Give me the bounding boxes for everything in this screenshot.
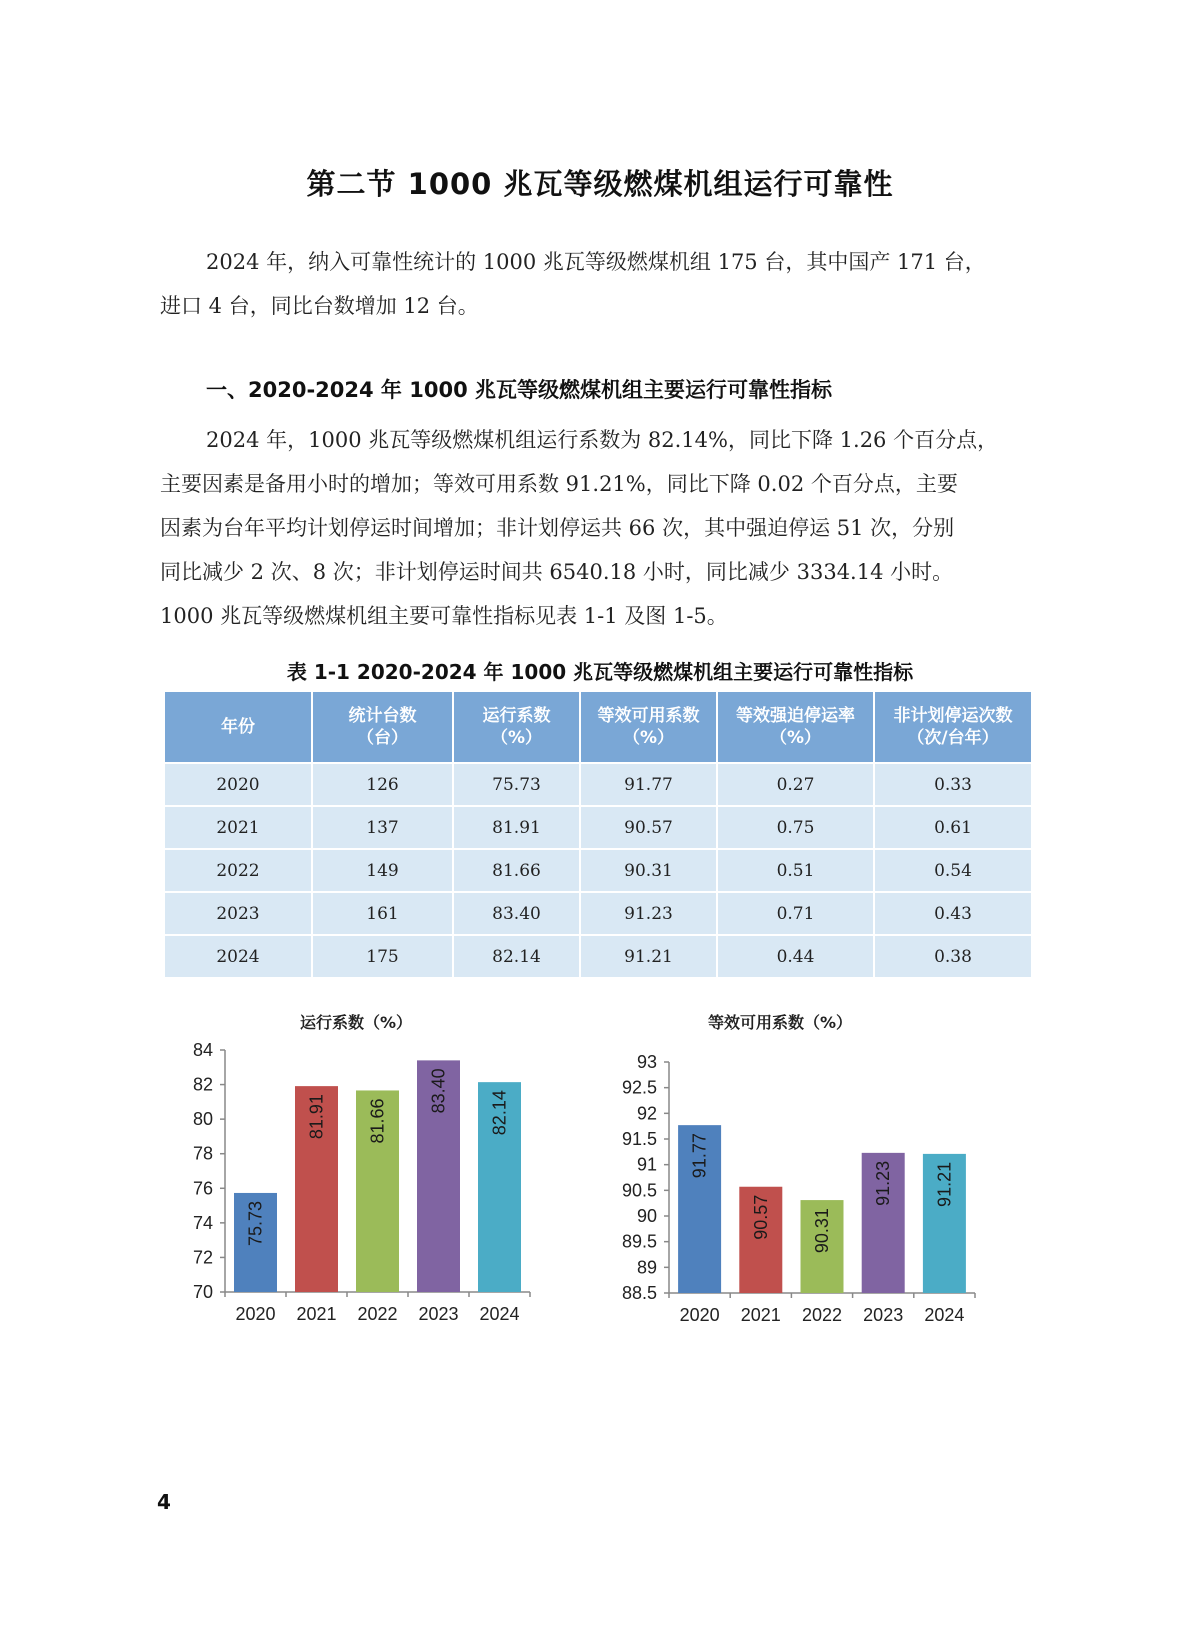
x-tick-label: 2024 (924, 1305, 965, 1325)
bar-value-label: 91.23 (873, 1160, 894, 1206)
table-cell: 90.57 (580, 806, 717, 849)
table-cell: 0.75 (717, 806, 874, 849)
table-cell: 126 (312, 763, 453, 806)
body-line: 2024 年，1000 兆瓦等级燃煤机组运行系数为 82.14%，同比下降 1.26 个百分点， (206, 428, 999, 452)
table-cell: 161 (312, 892, 453, 935)
x-tick-label: 2022 (357, 1304, 398, 1324)
table-row (165, 892, 1031, 935)
x-tick-label: 2020 (679, 1305, 720, 1325)
table-cell: 0.27 (717, 763, 874, 806)
y-tick-label: 72 (192, 1247, 213, 1268)
table-caption: 表 1-1 2020-2024 年 1000 兆瓦等级燃煤机组主要运行可靠性指标 (286, 660, 914, 684)
table-cell: 137 (312, 806, 453, 849)
y-tick-label: 90 (636, 1206, 657, 1226)
table-row (165, 763, 1031, 806)
table-cell: 0.71 (717, 892, 874, 935)
table-cell: 81.66 (453, 849, 580, 892)
table-cell: 0.61 (874, 806, 1031, 849)
table-cell: 90.31 (580, 849, 717, 892)
y-tick-label: 74 (192, 1212, 213, 1233)
chart-title: 等效可用系数（%） (707, 1013, 853, 1032)
table-cell: 0.33 (874, 763, 1031, 806)
page-title: 第二节 1000 兆瓦等级燃煤机组运行可靠性 (306, 167, 894, 201)
y-tick-label: 82 (192, 1074, 213, 1095)
y-tick-label: 90.5 (621, 1180, 657, 1201)
col-header-forced-outage-rate: 等效强迫停运率 （%） (717, 692, 874, 763)
table-cell: 91.21 (580, 935, 717, 977)
intro-paragraph (160, 240, 1040, 328)
bar-value-label: 90.31 (812, 1208, 832, 1254)
y-tick-label: 89.5 (621, 1231, 657, 1252)
table-cell: 2020 (165, 763, 312, 806)
body-line: 1000 兆瓦等级燃煤机组主要可靠性指标见表 1-1 及图 1-5。 (160, 604, 728, 628)
body-paragraph (160, 418, 1040, 638)
table-cell: 91.77 (580, 763, 717, 806)
table-row (165, 806, 1031, 849)
table-cell: 2023 (165, 892, 312, 935)
table-cell: 82.14 (453, 935, 580, 977)
table-cell: 75.73 (453, 763, 580, 806)
bar-value-label: 81.91 (306, 1094, 327, 1140)
bar-value-label: 91.77 (689, 1133, 710, 1179)
x-tick-label: 2023 (863, 1305, 904, 1325)
reliability-table (165, 692, 1031, 977)
intro-line: 进口 4 台，同比台数增加 12 台。 (160, 294, 479, 318)
bar-value-label: 91.21 (934, 1161, 955, 1207)
body-line: 主要因素是备用小时的增加；等效可用系数 91.21%，同比下降 0.02 个百分点，主要 (160, 472, 958, 496)
table-cell: 0.38 (874, 935, 1031, 977)
col-header-year: 年份 (165, 692, 312, 763)
table-cell: 81.91 (453, 806, 580, 849)
chart-title: 运行系数（%） (299, 1013, 413, 1032)
table-row (165, 849, 1031, 892)
table-header-row (165, 692, 1031, 763)
y-tick-label: 93 (636, 1052, 657, 1072)
col-header-operating-factor: 运行系数 （%） (453, 692, 580, 763)
table-row (165, 935, 1031, 977)
x-tick-label: 2021 (740, 1305, 781, 1325)
y-tick-label: 91.5 (621, 1129, 657, 1149)
table-cell: 2021 (165, 806, 312, 849)
table-cell: 175 (312, 935, 453, 977)
y-tick-label: 92 (636, 1103, 657, 1124)
table-cell: 149 (312, 849, 453, 892)
equivalent-availability-chart (605, 1010, 1025, 1360)
table-cell: 83.40 (453, 892, 580, 935)
bar-value-label: 82.14 (489, 1090, 510, 1136)
table-cell: 0.43 (874, 892, 1031, 935)
y-tick-label: 84 (192, 1040, 213, 1060)
bar-value-label: 90.57 (750, 1194, 771, 1240)
y-tick-label: 92.5 (621, 1077, 657, 1098)
table-cell: 0.51 (717, 849, 874, 892)
body-line: 同比减少 2 次、8 次；非计划停运时间共 6540.18 小时，同比减少 3334.14 小时。 (160, 560, 954, 584)
bar-value-label: 81.66 (367, 1098, 388, 1144)
col-header-unit-count: 统计台数 （台） (312, 692, 453, 763)
page-number: 4 (157, 1490, 171, 1514)
y-tick-label: 80 (192, 1109, 213, 1130)
bar-value-label: 83.40 (428, 1068, 449, 1114)
x-tick-label: 2020 (235, 1304, 276, 1324)
x-tick-label: 2022 (801, 1305, 843, 1325)
table-cell: 0.54 (874, 849, 1031, 892)
x-tick-label: 2021 (296, 1304, 337, 1324)
bar-value-label: 75.73 (245, 1200, 266, 1246)
y-tick-label: 89 (636, 1257, 657, 1278)
intro-line: 2024 年，纳入可靠性统计的 1000 兆瓦等级燃煤机组 175 台，其中国产 171 台， (206, 250, 986, 274)
table-cell: 2022 (165, 849, 312, 892)
y-tick-label: 70 (192, 1282, 213, 1302)
section-heading: 一、2020-2024 年 1000 兆瓦等级燃煤机组主要运行可靠性指标 (206, 378, 832, 402)
body-line: 因素为台年平均计划停运时间增加；非计划停运共 66 次，其中强迫停运 51 次，分别 (160, 516, 955, 540)
y-tick-label: 78 (192, 1143, 213, 1164)
table-cell: 2024 (165, 935, 312, 977)
col-header-equivalent-availability: 等效可用系数 （%） (580, 692, 717, 763)
table-cell: 0.44 (717, 935, 874, 977)
operating-factor-chart (160, 1010, 580, 1360)
table-cell: 91.23 (580, 892, 717, 935)
col-header-unplanned-outages: 非计划停运次数 （次/台年） (874, 692, 1031, 763)
y-tick-label: 88.5 (621, 1283, 657, 1303)
y-tick-label: 91 (636, 1154, 657, 1175)
y-tick-label: 76 (192, 1178, 213, 1199)
x-tick-label: 2023 (418, 1304, 459, 1324)
x-tick-label: 2024 (479, 1304, 520, 1324)
